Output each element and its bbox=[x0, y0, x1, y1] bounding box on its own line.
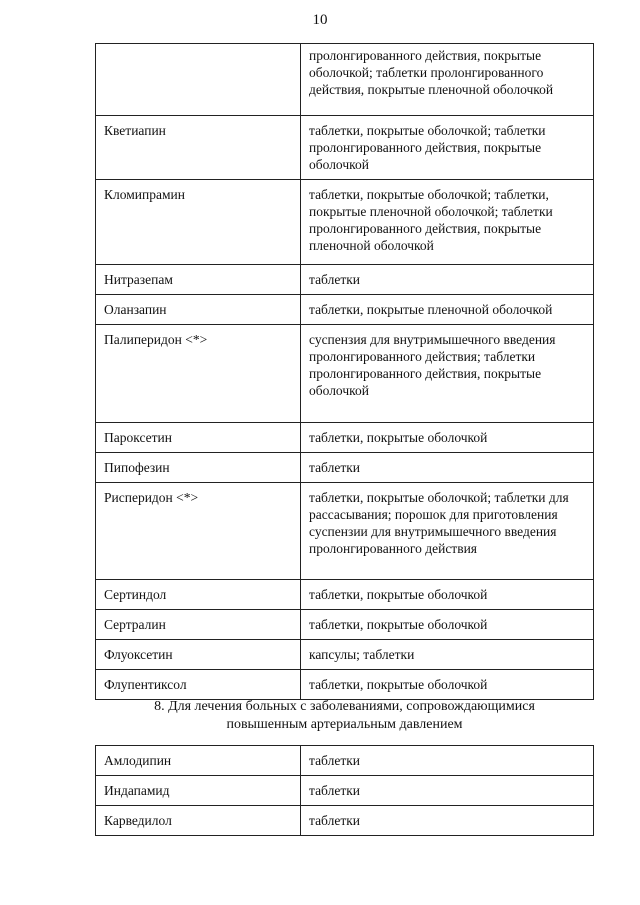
table-row bbox=[96, 423, 594, 453]
drug-name-cell bbox=[96, 44, 301, 116]
table-row bbox=[96, 453, 594, 483]
dosage-form-cell: таблетки, покрытые оболочкой bbox=[301, 670, 594, 700]
table-row bbox=[96, 746, 594, 776]
drug-name-cell: Пароксетин bbox=[96, 423, 301, 453]
table-row bbox=[96, 483, 594, 580]
drug-table-continued bbox=[95, 43, 594, 700]
drug-name-cell: Кветиапин bbox=[96, 116, 301, 180]
dosage-form-cell: таблетки bbox=[301, 265, 594, 295]
dosage-form-cell: таблетки, покрытые оболочкой bbox=[301, 423, 594, 453]
drug-name-cell: Индапамид bbox=[96, 776, 301, 806]
drug-name-cell: Сертиндол bbox=[96, 580, 301, 610]
dosage-form-cell: пролонгированного действия, покрытые оболочкой; таблетки пролонгированного действия, покрытые пленочной оболочкой bbox=[301, 44, 594, 116]
table-row bbox=[96, 670, 594, 700]
table-row bbox=[96, 806, 594, 836]
dosage-form-cell: таблетки, покрытые оболочкой; таблетки, покрытые пленочной оболочкой; таблетки пролонгированного действия, покрытые пленочной оболочкой bbox=[301, 180, 594, 265]
dosage-form-cell: таблетки bbox=[301, 806, 594, 836]
drug-name-cell: Флупентиксол bbox=[96, 670, 301, 700]
drug-name-cell: Оланзапин bbox=[96, 295, 301, 325]
table-row bbox=[96, 776, 594, 806]
drug-name-cell: Палиперидон <*> bbox=[96, 325, 301, 423]
drug-name-cell: Кломипрамин bbox=[96, 180, 301, 265]
table-row bbox=[96, 325, 594, 423]
dosage-form-cell: таблетки, покрытые оболочкой bbox=[301, 610, 594, 640]
section-heading-line: 8. Для лечения больных с заболеваниями, сопровождающимися bbox=[154, 699, 535, 714]
drug-name-cell: Пипофезин bbox=[96, 453, 301, 483]
dosage-form-cell: таблетки, покрытые оболочкой; таблетки пролонгированного действия, покрытые оболочкой bbox=[301, 116, 594, 180]
dosage-form-cell: таблетки bbox=[301, 746, 594, 776]
drug-name-cell: Рисперидон <*> bbox=[96, 483, 301, 580]
table-row bbox=[96, 116, 594, 180]
table-row bbox=[96, 640, 594, 670]
table-row bbox=[96, 580, 594, 610]
drug-name-cell: Карведилол bbox=[96, 806, 301, 836]
table-row bbox=[96, 44, 594, 116]
dosage-form-cell: таблетки, покрытые оболочкой; таблетки для рассасывания; порошок для приготовления суспензии для внутримышечного введения пролонгированного действия bbox=[301, 483, 594, 580]
drug-name-cell: Амлодипин bbox=[96, 746, 301, 776]
dosage-form-cell: таблетки bbox=[301, 776, 594, 806]
table-row bbox=[96, 265, 594, 295]
dosage-form-cell: таблетки, покрытые пленочной оболочкой bbox=[301, 295, 594, 325]
page-number: 10 bbox=[312, 12, 328, 28]
drug-name-cell: Сертралин bbox=[96, 610, 301, 640]
table-row bbox=[96, 180, 594, 265]
dosage-form-cell: таблетки bbox=[301, 453, 594, 483]
drug-name-cell: Флуоксетин bbox=[96, 640, 301, 670]
table-row bbox=[96, 610, 594, 640]
drug-table-hypertension bbox=[95, 745, 594, 836]
section-heading-line: повышенным артериальным давлением bbox=[226, 717, 463, 732]
section-heading bbox=[95, 698, 594, 734]
dosage-form-cell: таблетки, покрытые оболочкой bbox=[301, 580, 594, 610]
dosage-form-cell: капсулы; таблетки bbox=[301, 640, 594, 670]
dosage-form-cell: суспензия для внутримышечного введения пролонгированного действия; таблетки пролонгированного действия, покрытые оболочкой bbox=[301, 325, 594, 423]
drug-name-cell: Нитразепам bbox=[96, 265, 301, 295]
table-row bbox=[96, 295, 594, 325]
